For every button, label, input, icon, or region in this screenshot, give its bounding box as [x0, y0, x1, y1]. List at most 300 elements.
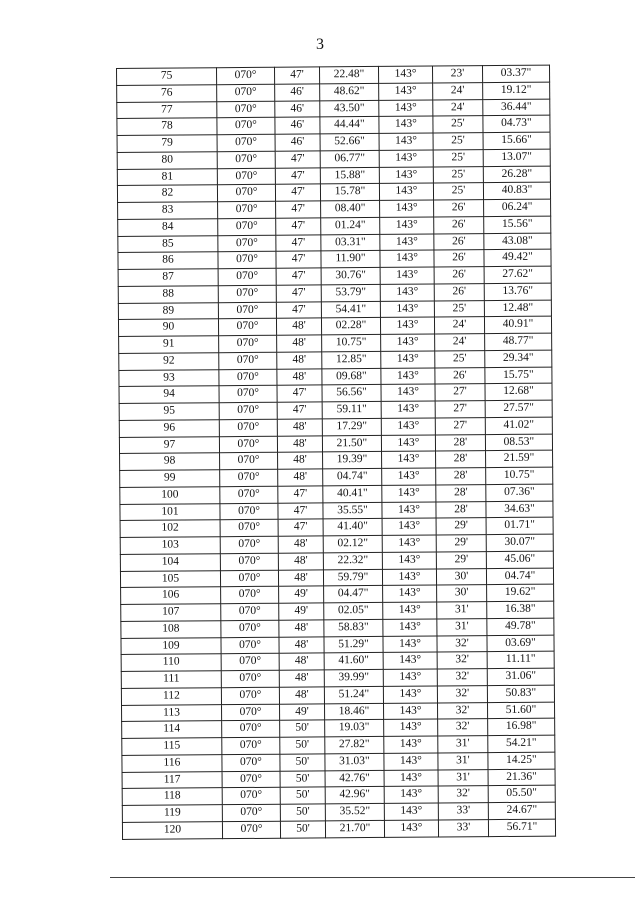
- latitude-seconds-cell: 43.08": [484, 233, 551, 250]
- longitude-seconds-cell: 44.44": [320, 117, 379, 134]
- longitude-minutes-cell: 48': [277, 419, 322, 436]
- longitude-minutes-cell: 47': [277, 385, 322, 402]
- longitude-minutes-cell: 48': [277, 368, 322, 385]
- point-number-cell: 107: [121, 604, 221, 622]
- longitude-degrees-cell: 070°: [217, 151, 275, 168]
- longitude-degrees-cell: 070°: [221, 637, 279, 654]
- longitude-degrees-cell: 070°: [220, 519, 278, 536]
- latitude-seconds-cell: 04.74": [486, 568, 553, 585]
- latitude-minutes-cell: 32': [437, 669, 487, 686]
- latitude-seconds-cell: 19.62": [487, 584, 554, 601]
- latitude-degrees-cell: 143°: [381, 351, 435, 368]
- latitude-minutes-cell: 23': [432, 66, 482, 83]
- point-number-cell: 111: [121, 671, 221, 689]
- longitude-degrees-cell: 070°: [221, 603, 279, 620]
- bottom-rule: [110, 877, 635, 878]
- longitude-minutes-cell: 46': [275, 117, 320, 134]
- longitude-minutes-cell: 48': [276, 318, 321, 335]
- latitude-degrees-cell: 143°: [382, 518, 436, 535]
- longitude-minutes-cell: 48': [278, 569, 323, 586]
- latitude-minutes-cell: 25': [434, 300, 484, 317]
- longitude-degrees-cell: 070°: [219, 436, 277, 453]
- latitude-minutes-cell: 29': [436, 518, 486, 535]
- longitude-minutes-cell: 48': [279, 636, 324, 653]
- latitude-degrees-cell: 143°: [379, 150, 433, 167]
- latitude-minutes-cell: 25': [433, 133, 483, 150]
- latitude-seconds-cell: 41.02": [485, 417, 552, 434]
- longitude-minutes-cell: 48': [278, 536, 323, 553]
- longitude-seconds-cell: 53.79": [321, 284, 380, 301]
- latitude-degrees-cell: 143°: [380, 267, 434, 284]
- longitude-degrees-cell: 070°: [219, 402, 277, 419]
- longitude-seconds-cell: 56.56": [322, 385, 381, 402]
- latitude-minutes-cell: 32': [437, 652, 487, 669]
- longitude-seconds-cell: 02.05": [324, 602, 383, 619]
- longitude-degrees-cell: 070°: [219, 385, 277, 402]
- longitude-minutes-cell: 47': [274, 67, 319, 84]
- longitude-degrees-cell: 070°: [218, 201, 276, 218]
- latitude-degrees-cell: 143°: [380, 317, 434, 334]
- longitude-degrees-cell: 070°: [218, 268, 276, 285]
- latitude-minutes-cell: 25': [433, 149, 483, 166]
- longitude-seconds-cell: 52.66": [320, 133, 379, 150]
- point-number-cell: 84: [118, 218, 218, 236]
- longitude-minutes-cell: 47': [276, 285, 321, 302]
- latitude-minutes-cell: 28': [436, 484, 486, 501]
- point-number-cell: 77: [117, 101, 217, 119]
- longitude-degrees-cell: 070°: [217, 134, 275, 151]
- point-number-cell: 103: [120, 537, 220, 555]
- longitude-degrees-cell: 070°: [222, 737, 280, 754]
- point-number-cell: 114: [122, 721, 222, 739]
- latitude-degrees-cell: 143°: [378, 66, 432, 83]
- longitude-degrees-cell: 070°: [222, 720, 280, 737]
- longitude-seconds-cell: 06.77": [320, 150, 379, 167]
- latitude-degrees-cell: 143°: [382, 502, 436, 519]
- table-row: [122, 819, 555, 839]
- longitude-seconds-cell: 18.46": [324, 703, 383, 720]
- latitude-seconds-cell: 24.67": [488, 802, 555, 819]
- longitude-degrees-cell: 070°: [222, 804, 280, 821]
- latitude-seconds-cell: 15.75": [485, 367, 552, 384]
- latitude-degrees-cell: 143°: [380, 301, 434, 318]
- longitude-seconds-cell: 51.29": [324, 636, 383, 653]
- latitude-degrees-cell: 143°: [383, 602, 437, 619]
- latitude-minutes-cell: 27': [435, 417, 485, 434]
- longitude-degrees-cell: 070°: [221, 687, 279, 704]
- latitude-degrees-cell: 143°: [383, 669, 437, 686]
- longitude-seconds-cell: 17.29": [322, 418, 381, 435]
- point-number-cell: 118: [122, 788, 222, 806]
- longitude-seconds-cell: 48.62": [320, 83, 379, 100]
- longitude-seconds-cell: 58.83": [324, 619, 383, 636]
- point-number-cell: 80: [117, 151, 217, 169]
- point-number-cell: 102: [120, 520, 220, 538]
- latitude-minutes-cell: 26': [434, 250, 484, 267]
- point-number-cell: 97: [119, 436, 219, 454]
- longitude-seconds-cell: 15.88": [320, 167, 379, 184]
- latitude-minutes-cell: 29': [436, 535, 486, 552]
- longitude-minutes-cell: 50': [280, 720, 325, 737]
- latitude-seconds-cell: 27.62": [484, 266, 551, 283]
- point-number-cell: 78: [117, 118, 217, 136]
- latitude-degrees-cell: 143°: [379, 133, 433, 150]
- longitude-minutes-cell: 46': [275, 134, 320, 151]
- longitude-minutes-cell: 48': [277, 352, 322, 369]
- latitude-seconds-cell: 27.57": [485, 400, 552, 417]
- longitude-degrees-cell: 070°: [218, 235, 276, 252]
- longitude-seconds-cell: 15.78": [320, 184, 379, 201]
- latitude-seconds-cell: 16.98": [488, 718, 555, 735]
- longitude-minutes-cell: 47': [278, 519, 323, 536]
- latitude-minutes-cell: 24': [433, 82, 483, 99]
- latitude-minutes-cell: 31': [437, 602, 487, 619]
- point-number-cell: 105: [120, 570, 220, 588]
- latitude-minutes-cell: 32': [437, 702, 487, 719]
- latitude-degrees-cell: 143°: [380, 234, 434, 251]
- point-number-cell: 94: [119, 386, 219, 404]
- longitude-minutes-cell: 50': [280, 804, 325, 821]
- latitude-degrees-cell: 143°: [383, 702, 437, 719]
- longitude-seconds-cell: 04.47": [324, 586, 383, 603]
- latitude-seconds-cell: 56.71": [488, 819, 555, 836]
- latitude-minutes-cell: 32': [437, 685, 487, 702]
- latitude-degrees-cell: 143°: [381, 401, 435, 418]
- latitude-minutes-cell: 30': [437, 585, 487, 602]
- latitude-minutes-cell: 32': [438, 719, 488, 736]
- longitude-minutes-cell: 50': [280, 754, 325, 771]
- latitude-seconds-cell: 49.78": [487, 618, 554, 635]
- longitude-seconds-cell: 40.41": [323, 485, 382, 502]
- latitude-degrees-cell: 143°: [384, 803, 438, 820]
- longitude-degrees-cell: 070°: [220, 469, 278, 486]
- longitude-seconds-cell: 11.90": [321, 251, 380, 268]
- longitude-minutes-cell: 48': [279, 620, 324, 637]
- longitude-minutes-cell: 48': [279, 653, 324, 670]
- longitude-minutes-cell: 46': [275, 100, 320, 117]
- latitude-seconds-cell: 01.71": [486, 517, 553, 534]
- latitude-minutes-cell: 26': [434, 200, 484, 217]
- latitude-seconds-cell: 51.60": [487, 702, 554, 719]
- latitude-degrees-cell: 143°: [383, 635, 437, 652]
- latitude-degrees-cell: 143°: [383, 686, 437, 703]
- longitude-degrees-cell: 070°: [222, 787, 280, 804]
- longitude-minutes-cell: 47': [276, 301, 321, 318]
- latitude-minutes-cell: 33': [438, 819, 488, 836]
- latitude-degrees-cell: 143°: [384, 820, 438, 837]
- latitude-degrees-cell: 143°: [381, 418, 435, 435]
- latitude-degrees-cell: 143°: [382, 552, 436, 569]
- latitude-minutes-cell: 31': [438, 736, 488, 753]
- latitude-seconds-cell: 19.12": [483, 82, 550, 99]
- latitude-degrees-cell: 143°: [382, 568, 436, 585]
- latitude-degrees-cell: 143°: [383, 619, 437, 636]
- latitude-minutes-cell: 31': [438, 752, 488, 769]
- longitude-seconds-cell: 59.11": [322, 401, 381, 418]
- longitude-seconds-cell: 21.50": [322, 435, 381, 452]
- latitude-seconds-cell: 05.50": [488, 785, 555, 802]
- latitude-seconds-cell: 14.25": [488, 752, 555, 769]
- longitude-seconds-cell: 41.60": [324, 653, 383, 670]
- longitude-seconds-cell: 02.28": [321, 318, 380, 335]
- longitude-degrees-cell: 070°: [218, 302, 276, 319]
- point-number-cell: 101: [120, 503, 220, 521]
- longitude-degrees-cell: 070°: [217, 168, 275, 185]
- point-number-cell: 79: [117, 135, 217, 153]
- longitude-seconds-cell: 35.52": [325, 803, 384, 820]
- latitude-degrees-cell: 143°: [382, 485, 436, 502]
- latitude-minutes-cell: 27': [435, 401, 485, 418]
- longitude-minutes-cell: 48': [278, 469, 323, 486]
- longitude-degrees-cell: 070°: [221, 586, 279, 603]
- longitude-seconds-cell: 19.39": [323, 452, 382, 469]
- latitude-seconds-cell: 21.36": [488, 769, 555, 786]
- longitude-degrees-cell: 070°: [218, 218, 276, 235]
- longitude-degrees-cell: 070°: [221, 653, 279, 670]
- longitude-degrees-cell: 070°: [220, 503, 278, 520]
- latitude-minutes-cell: 26': [434, 216, 484, 233]
- latitude-seconds-cell: 03.69": [487, 635, 554, 652]
- latitude-seconds-cell: 34.63": [486, 501, 553, 518]
- latitude-degrees-cell: 143°: [379, 83, 433, 100]
- longitude-degrees-cell: 070°: [220, 570, 278, 587]
- latitude-degrees-cell: 143°: [379, 116, 433, 133]
- point-number-cell: 99: [120, 470, 220, 488]
- latitude-seconds-cell: 30.07": [486, 534, 553, 551]
- latitude-seconds-cell: 07.36": [486, 484, 553, 501]
- longitude-degrees-cell: 070°: [217, 185, 275, 202]
- latitude-seconds-cell: 36.44": [483, 99, 550, 116]
- latitude-minutes-cell: 28': [436, 468, 486, 485]
- longitude-minutes-cell: 47': [277, 402, 322, 419]
- longitude-minutes-cell: 50': [280, 787, 325, 804]
- latitude-minutes-cell: 26': [435, 367, 485, 384]
- latitude-minutes-cell: 26': [434, 267, 484, 284]
- point-number-cell: 82: [117, 185, 217, 203]
- longitude-minutes-cell: 47': [275, 151, 320, 168]
- latitude-degrees-cell: 143°: [381, 384, 435, 401]
- longitude-minutes-cell: 48': [279, 670, 324, 687]
- longitude-degrees-cell: 070°: [220, 553, 278, 570]
- longitude-seconds-cell: 42.76": [325, 770, 384, 787]
- latitude-seconds-cell: 15.66": [483, 132, 550, 149]
- longitude-degrees-cell: 070°: [219, 369, 277, 386]
- latitude-seconds-cell: 11.11": [487, 651, 554, 668]
- longitude-seconds-cell: 01.24": [321, 217, 380, 234]
- longitude-seconds-cell: 41.40": [323, 519, 382, 536]
- longitude-seconds-cell: 09.68": [322, 368, 381, 385]
- longitude-seconds-cell: 21.70": [325, 820, 384, 837]
- longitude-minutes-cell: 50': [280, 821, 325, 838]
- latitude-degrees-cell: 143°: [381, 334, 435, 351]
- longitude-degrees-cell: 070°: [218, 318, 276, 335]
- longitude-seconds-cell: 22.48": [319, 66, 378, 83]
- latitude-minutes-cell: 29': [436, 551, 486, 568]
- longitude-degrees-cell: 070°: [222, 754, 280, 771]
- point-number-cell: 112: [121, 687, 221, 705]
- latitude-degrees-cell: 143°: [381, 368, 435, 385]
- longitude-seconds-cell: 31.03": [325, 753, 384, 770]
- longitude-seconds-cell: 22.32": [323, 552, 382, 569]
- latitude-seconds-cell: 13.76": [484, 283, 551, 300]
- latitude-seconds-cell: 21.59": [486, 450, 553, 467]
- longitude-seconds-cell: 59.79": [323, 569, 382, 586]
- longitude-minutes-cell: 47': [276, 251, 321, 268]
- latitude-degrees-cell: 143°: [379, 167, 433, 184]
- latitude-degrees-cell: 143°: [381, 435, 435, 452]
- longitude-minutes-cell: 47': [278, 502, 323, 519]
- longitude-degrees-cell: 070°: [220, 452, 278, 469]
- latitude-seconds-cell: 03.37": [482, 65, 549, 82]
- latitude-minutes-cell: 32': [437, 635, 487, 652]
- longitude-seconds-cell: 51.24": [324, 686, 383, 703]
- point-number-cell: 91: [119, 336, 219, 354]
- longitude-minutes-cell: 47': [275, 184, 320, 201]
- point-number-cell: 113: [122, 704, 222, 722]
- longitude-seconds-cell: 10.75": [322, 334, 381, 351]
- longitude-degrees-cell: 070°: [221, 704, 279, 721]
- point-number-cell: 108: [121, 620, 221, 638]
- longitude-seconds-cell: 42.96": [325, 787, 384, 804]
- latitude-minutes-cell: 28': [436, 501, 486, 518]
- point-number-cell: 88: [118, 285, 218, 303]
- longitude-degrees-cell: 070°: [219, 419, 277, 436]
- latitude-degrees-cell: 143°: [380, 217, 434, 234]
- longitude-minutes-cell: 50': [280, 737, 325, 754]
- point-number-cell: 83: [118, 202, 218, 220]
- point-number-cell: 75: [117, 68, 217, 86]
- latitude-seconds-cell: 40.91": [484, 316, 551, 333]
- latitude-minutes-cell: 26': [434, 233, 484, 250]
- latitude-degrees-cell: 143°: [380, 200, 434, 217]
- longitude-minutes-cell: 47': [276, 201, 321, 218]
- point-number-cell: 92: [119, 352, 219, 370]
- latitude-degrees-cell: 143°: [380, 250, 434, 267]
- point-number-cell: 104: [120, 553, 220, 571]
- latitude-degrees-cell: 143°: [384, 769, 438, 786]
- point-number-cell: 86: [118, 252, 218, 270]
- coordinates-table: [116, 65, 556, 840]
- longitude-minutes-cell: 50': [280, 770, 325, 787]
- longitude-minutes-cell: 47': [276, 234, 321, 251]
- longitude-degrees-cell: 070°: [218, 251, 276, 268]
- latitude-degrees-cell: 143°: [383, 585, 437, 602]
- latitude-minutes-cell: 25': [433, 166, 483, 183]
- latitude-seconds-cell: 10.75": [486, 467, 553, 484]
- longitude-degrees-cell: 070°: [221, 620, 279, 637]
- longitude-seconds-cell: 30.76": [321, 267, 380, 284]
- longitude-minutes-cell: 48': [279, 687, 324, 704]
- longitude-seconds-cell: 02.12": [323, 535, 382, 552]
- point-number-cell: 117: [122, 771, 222, 789]
- latitude-minutes-cell: 31': [437, 618, 487, 635]
- longitude-seconds-cell: 43.50": [320, 100, 379, 117]
- latitude-seconds-cell: 40.83": [483, 182, 550, 199]
- longitude-seconds-cell: 12.85": [322, 351, 381, 368]
- latitude-minutes-cell: 27': [435, 384, 485, 401]
- longitude-seconds-cell: 03.31": [321, 234, 380, 251]
- latitude-minutes-cell: 28': [435, 434, 485, 451]
- latitude-seconds-cell: 15.56": [484, 216, 551, 233]
- longitude-minutes-cell: 49': [279, 586, 324, 603]
- longitude-degrees-cell: 070°: [222, 821, 280, 838]
- longitude-minutes-cell: 46': [275, 84, 320, 101]
- latitude-seconds-cell: 29.34": [485, 350, 552, 367]
- latitude-seconds-cell: 50.83": [487, 685, 554, 702]
- longitude-minutes-cell: 48': [277, 435, 322, 452]
- longitude-degrees-cell: 070°: [217, 101, 275, 118]
- longitude-degrees-cell: 070°: [218, 285, 276, 302]
- longitude-seconds-cell: 35.55": [323, 502, 382, 519]
- point-number-cell: 81: [117, 168, 217, 186]
- latitude-seconds-cell: 54.21": [488, 735, 555, 752]
- point-number-cell: 89: [118, 302, 218, 320]
- latitude-degrees-cell: 143°: [384, 736, 438, 753]
- longitude-minutes-cell: 48': [278, 452, 323, 469]
- point-number-cell: 76: [117, 84, 217, 102]
- coordinates-table-body: [117, 65, 556, 839]
- latitude-degrees-cell: 143°: [384, 719, 438, 736]
- point-number-cell: 96: [119, 419, 219, 437]
- point-number-cell: 100: [120, 486, 220, 504]
- latitude-seconds-cell: 16.38": [487, 601, 554, 618]
- point-number-cell: 110: [121, 654, 221, 672]
- latitude-degrees-cell: 143°: [382, 535, 436, 552]
- latitude-minutes-cell: 25': [433, 183, 483, 200]
- longitude-degrees-cell: 070°: [217, 84, 275, 101]
- latitude-degrees-cell: 143°: [380, 284, 434, 301]
- longitude-degrees-cell: 070°: [217, 118, 275, 135]
- latitude-seconds-cell: 45.06": [486, 551, 553, 568]
- latitude-seconds-cell: 08.53": [485, 434, 552, 451]
- latitude-minutes-cell: 25': [433, 116, 483, 133]
- longitude-seconds-cell: 54.41": [321, 301, 380, 318]
- point-number-cell: 115: [122, 738, 222, 756]
- longitude-degrees-cell: 070°: [219, 335, 277, 352]
- longitude-seconds-cell: 27.82": [325, 736, 384, 753]
- latitude-degrees-cell: 143°: [384, 786, 438, 803]
- point-number-cell: 119: [122, 805, 222, 823]
- longitude-degrees-cell: 070°: [222, 771, 280, 788]
- longitude-minutes-cell: 47': [278, 486, 323, 503]
- page-number: 3: [316, 36, 324, 53]
- latitude-degrees-cell: 143°: [382, 468, 436, 485]
- latitude-seconds-cell: 31.06": [487, 668, 554, 685]
- point-number-cell: 106: [121, 587, 221, 605]
- latitude-seconds-cell: 04.73": [483, 115, 550, 132]
- latitude-minutes-cell: 24': [433, 99, 483, 116]
- latitude-minutes-cell: 31': [438, 769, 488, 786]
- latitude-minutes-cell: 33': [438, 803, 488, 820]
- point-number-cell: 120: [122, 821, 222, 839]
- longitude-minutes-cell: 48': [277, 335, 322, 352]
- latitude-seconds-cell: 06.24": [484, 199, 551, 216]
- latitude-degrees-cell: 143°: [382, 451, 436, 468]
- latitude-minutes-cell: 28': [436, 451, 486, 468]
- latitude-degrees-cell: 143°: [384, 753, 438, 770]
- longitude-degrees-cell: 070°: [219, 352, 277, 369]
- latitude-minutes-cell: 30': [436, 568, 486, 585]
- point-number-cell: 98: [120, 453, 220, 471]
- point-number-cell: 95: [119, 403, 219, 421]
- longitude-degrees-cell: 070°: [220, 486, 278, 503]
- longitude-seconds-cell: 08.40": [321, 200, 380, 217]
- point-number-cell: 90: [118, 319, 218, 337]
- point-number-cell: 93: [119, 369, 219, 387]
- latitude-seconds-cell: 48.77": [485, 333, 552, 350]
- latitude-minutes-cell: 32': [438, 786, 488, 803]
- latitude-degrees-cell: 143°: [379, 100, 433, 117]
